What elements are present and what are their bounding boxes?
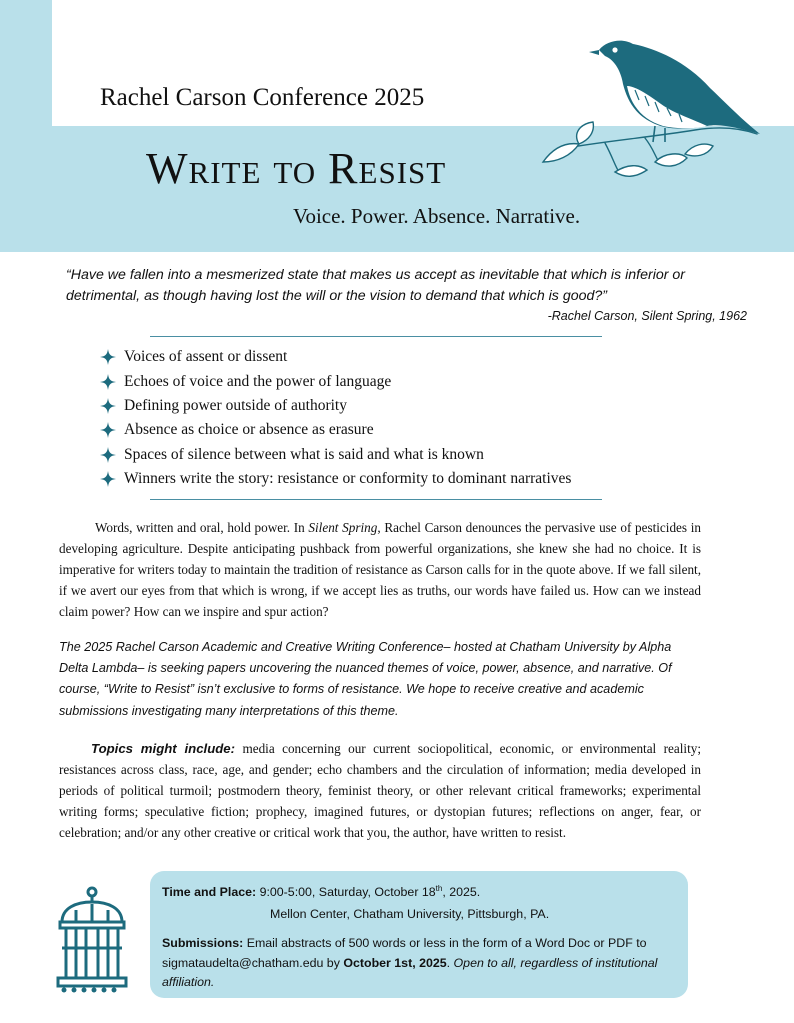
theme-list [100, 345, 571, 491]
quote-attribution: -Rachel Carson, Silent Spring, 1962 [547, 309, 747, 323]
star-bullet-icon [100, 447, 116, 463]
submissions-text [162, 934, 682, 993]
time-value: 9:00-5:00, Saturday, October 18 [256, 885, 436, 900]
theme-label: Defining power outside of authority [124, 396, 347, 414]
divider-top [150, 336, 602, 337]
theme-label: Voices of assent or dissent [124, 348, 288, 366]
theme-label: Spaces of silence between what is said and what is known [124, 445, 484, 463]
submissions-period: . [446, 955, 454, 970]
theme-label: Absence as choice or absence as erasure [124, 421, 374, 439]
intro-text-start: Words, written and oral, hold power. In [95, 520, 309, 535]
intro-text-rest: , Rachel Carson denounces the pervasive use of pesticides in developing agriculture. Despite anticipating pushback from powerful organizations, she knew she had no choice. It is imperative for writers today to maintain the tradition of resistance as Carson calls for in the quote above. If we fall silent, if we avert our eyes from that which is wrong, if we accept lies as truths, our words have failed us. How can we instead claim power? How can we inspire and spur action? [59, 520, 701, 620]
time-label: Time and Place: [162, 885, 257, 900]
star-bullet-icon [100, 398, 116, 414]
list-item [100, 369, 571, 393]
place-line: Mellon Center, Chatham University, Pittsburgh, PA. [270, 907, 550, 921]
submissions-label: Submissions: [162, 936, 244, 950]
theme-label: Winners write the story: resistance or conformity to dominant narratives [124, 470, 572, 488]
topics-text: media concerning our current sociopolitical, economic, or environmental reality; resistances across class, race, age, and gender; echo chambers and the circulation of information; media developed in periods of political turmoil; postmodern theory, feminist theory, or other relevant critical frameworks; experimental writing forms; speculative fiction; prophecy, imagined futures, or dystopian futures; reflections on anger, fear, or celebration; and/or any other creative or critical work that you, the author, have written to resist. [59, 741, 701, 841]
deadline: October 1st, 2025 [343, 955, 447, 970]
submissions-body: Email abstracts of 500 words or less in the form of a Word Doc or PDF to sigmataudelta@chatham.edu by [162, 936, 647, 970]
list-item [100, 443, 571, 467]
star-bullet-icon [100, 374, 116, 390]
topics-paragraph [59, 738, 701, 843]
bird-illustration [535, 30, 765, 180]
conference-name: Rachel Carson Conference 2025 [100, 84, 425, 111]
intro-paragraph [59, 517, 701, 622]
book-title: Silent Spring [308, 520, 378, 535]
list-item [100, 467, 571, 491]
time-year: , 2025. [442, 885, 481, 900]
star-bullet-icon [100, 422, 116, 438]
eligibility-note: Open to all, regardless of institutional affiliation. [162, 955, 658, 989]
date-suffix: th [435, 884, 443, 893]
theme-label: Echoes of voice and the power of language [124, 372, 392, 390]
divider-bottom [150, 499, 602, 500]
list-item [100, 345, 571, 369]
list-item [100, 394, 571, 418]
page-title: Write to Resist [146, 144, 447, 193]
star-bullet-icon [100, 471, 116, 487]
star-bullet-icon [100, 349, 116, 365]
list-item [100, 418, 571, 442]
call-paragraph: The 2025 Rachel Carson Academic and Creative Writing Conference– hosted at Chatham University by Alpha Delta Lambda– is seeking papers uncovering the nuanced themes of voice, power, absence, and narrative. Of course, “Write to Resist” isn’t exclusive to forms of resistance. We hope to receive creative and academic submissions investigating many interpretations of this theme. [59, 640, 672, 718]
quote-text: “Have we fallen into a mesmerized state that makes us accept as inevitable that which is inferior or detrimental, as though having lost the will or the vision to demand that which is good?” [66, 267, 686, 304]
time-line [162, 884, 480, 899]
info-box [150, 871, 688, 998]
topics-lead: Topics might include: [91, 741, 236, 756]
page-subtitle: Voice. Power. Absence. Narrative. [293, 204, 581, 228]
birdcage-illustration [52, 886, 132, 998]
